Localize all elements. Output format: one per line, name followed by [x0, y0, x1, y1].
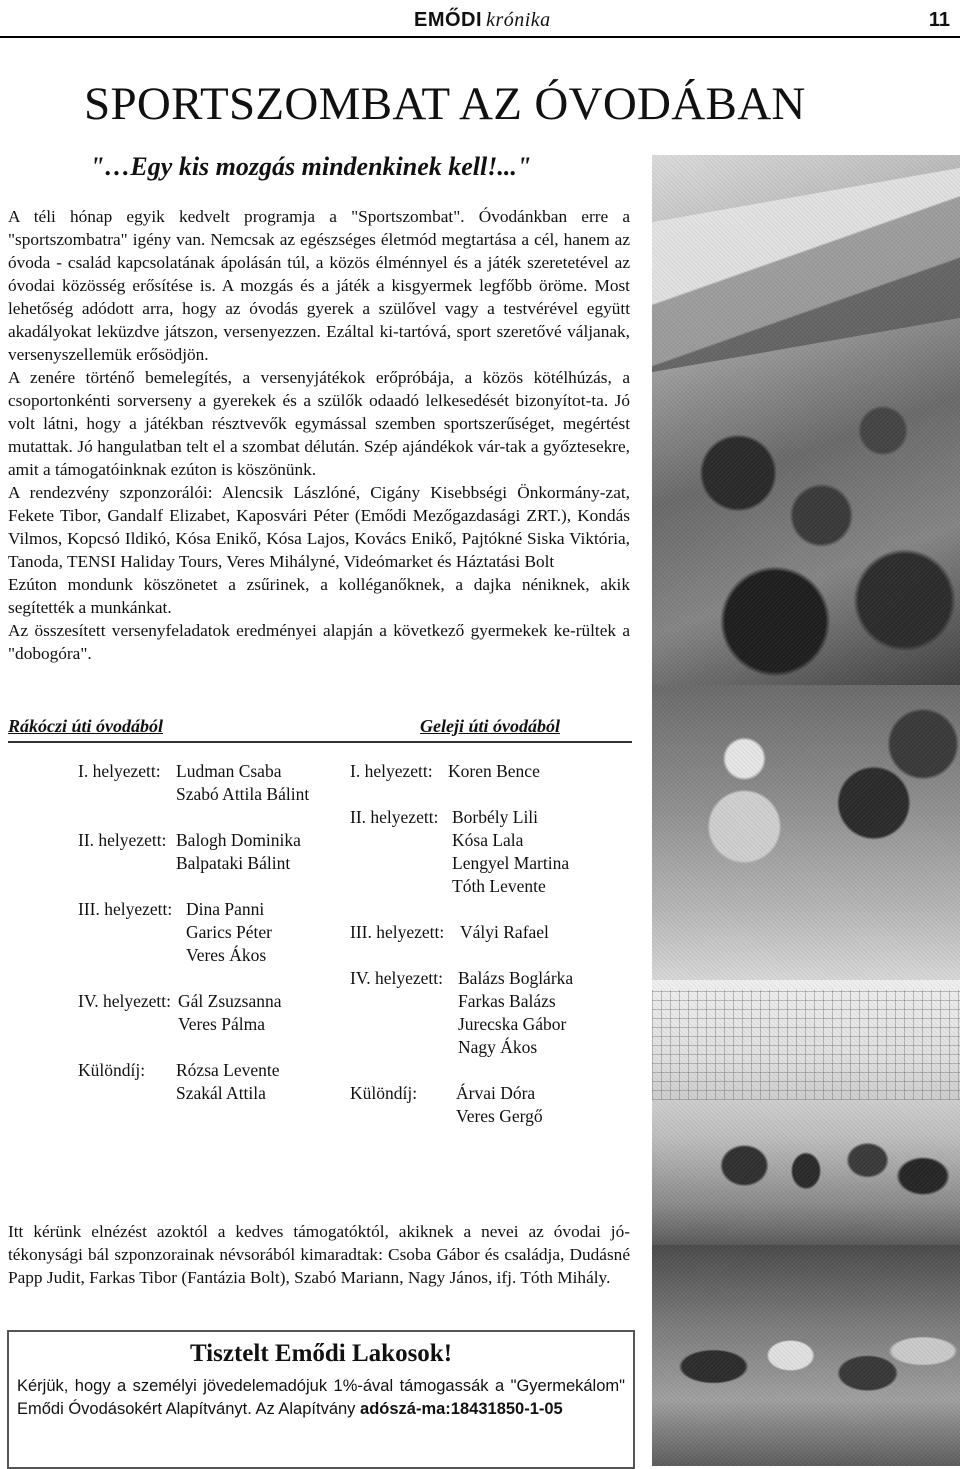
results-heading-right: Geleji úti óvodából [420, 716, 560, 736]
winner-name: Ludman Csaba [176, 761, 282, 781]
winner-name: Dina Panni [186, 899, 265, 919]
publication-name [414, 9, 551, 32]
winner-name: Nagy Ákos [458, 1037, 538, 1057]
place-label: IV. helyezett: [350, 968, 443, 988]
photo-grain [652, 1245, 960, 1466]
closing-paragraph: Itt kérünk elnézést azoktól a kedves támogatóktól, akiknek a nevei az óvodai jó-tékonysági bál szponzorainak névsorából kimaradtak: Csoba Gábor és családja, Dudásné Papp Judit, Farkas Tibor (Fantázia Bolt), Szabó Mariann, Nagy János, ifj. Tóth Mihály. [8, 1222, 630, 1287]
winner-name: Balogh Dominika [176, 830, 301, 850]
result-group [350, 1082, 573, 1128]
notice-title: Tisztelt Emődi Lakosok! [189, 1340, 453, 1367]
place-label: I. helyezett: [78, 761, 161, 781]
place-label: I. helyezett: [350, 761, 433, 781]
article-subtitle: "…Egy kis mozgás mindenkinek kell!..." [90, 152, 532, 181]
winner-name: Borbély Lili [452, 807, 539, 827]
brand-subtitle: krónika [486, 9, 551, 31]
result-group [78, 990, 309, 1036]
notice-box [7, 1330, 635, 1469]
photo-gym-mat [652, 155, 960, 685]
results-heading-left: Rákóczi úti óvodából [8, 716, 164, 736]
paragraph: A rendezvény szponzorálói: Alencsik Lászlóné, Cigány Kisebbségi Önkormány-zat, Fekete Tibor, Gandalf Elizabet, Kaposvári Péter (Emődi Mezőgazdasági ZRT.), Kondás Vilmos, Kopcsó Ildikó, Kósa Enikő, Kósa Lajos, Kovács Enikő, Pajtókné Siska Viktória, Tanoda, TENSI Haliday Tours, Veres Mihályné, Videómarket és Háztatási Bolt [8, 483, 630, 571]
winner-name: Lengyel Martina [452, 853, 570, 873]
place-label: IV. helyezett: [78, 991, 171, 1011]
photo-collage [652, 155, 960, 1466]
winner-name: Balázs Boglárka [458, 968, 574, 988]
result-group [78, 898, 309, 967]
paragraph: A zenére történő bemelegítés, a versenyjátékok erőpróbája, a közös kötélhúzás, a csoportonkénti sorverseny a gyerekek és a szülők odaadó lelkesedését bizonyítot-ta. Jó volt látni, hogy a játékban résztvevők egymással szemben sportszerűséget, megértést mutattak. Jó hangulatban telt el a szombat délután. Szép ajándékok vár-tak a győztesekre, amit a támogatóinknak ezúton is köszönünk. [8, 368, 630, 479]
winner-name: Veres Pálma [178, 1014, 265, 1034]
tax-number: adószá-ma:18431850-1-05 [360, 1400, 563, 1418]
results-list-right [350, 760, 573, 1151]
brand-name: EMŐDI [414, 9, 483, 31]
winner-name: Gál Zsuzsanna [178, 991, 282, 1011]
paragraph: A téli hónap egyik kedvelt programja a "Sportszombat". Óvodánkban erre a "sportszombatra" igény van. Nemcsak az egészséges életmód megtartása a cél, hanem az óvoda - család kapcsolatának ápolásán túl, a közös élménnyel és a játék szeretetével az óvodai közösség erősítése is. A mozgás és a játék a kisgyermek legfőbb öröme. Most lehetőség adódott arra, hogy az óvodás gyerek a szülővel vagy a testvérével együtt akadályokat leküzdve játszon, versenyezzen. Ezáltal ki-tartóvá, sport szeretővé váljanak, versenyszellemük erősödjön. [8, 207, 630, 364]
winner-name: Tóth Levente [452, 876, 546, 896]
winner-name: Garics Péter [186, 922, 273, 942]
paragraph: Ezúton mondunk köszönetet a zsűrinek, a kolléganőknek, a dajka néniknek, akik segítették a munkánkat. [8, 575, 630, 617]
result-group [350, 921, 573, 944]
result-group [350, 967, 573, 1059]
result-group [78, 760, 309, 806]
place-label: III. helyezett: [78, 899, 173, 919]
notice-text [17, 1375, 625, 1421]
photo-grain [652, 980, 960, 1245]
winner-name: Szabó Attila Bálint [176, 784, 310, 804]
results-list-left [78, 760, 309, 1128]
winner-name: Farkas Balázs [458, 991, 556, 1011]
page-header [0, 0, 960, 40]
winner-name: Koren Bence [448, 761, 540, 781]
results-divider [8, 741, 632, 743]
page-number: 11 [928, 9, 950, 31]
result-group [78, 829, 309, 875]
photo-child-medal [652, 685, 960, 980]
winner-name: Veres Ákos [186, 945, 267, 965]
photo-children-prizes [652, 1245, 960, 1466]
winner-name: Szakál Attila [176, 1083, 266, 1103]
article-title: SPORTSZOMBAT AZ ÓVODÁBAN [84, 78, 806, 130]
photo-grain [652, 155, 960, 685]
result-group [78, 1059, 309, 1105]
photo-gym-hall [652, 980, 960, 1245]
place-label: II. helyezett: [350, 807, 439, 827]
winner-name: Rózsa Levente [176, 1060, 280, 1080]
paragraph: Az összesített versenyfeladatok eredményei alapján a következő gyermekek ke-rültek a "dobogóra". [8, 621, 630, 663]
place-label: Különdíj: [350, 1083, 418, 1103]
winner-name: Vályi Rafael [460, 922, 549, 942]
result-group [350, 760, 573, 783]
result-group [350, 806, 573, 898]
photo-grain [652, 685, 960, 980]
winner-name: Kósa Lala [452, 830, 524, 850]
article-body [8, 205, 630, 665]
winner-name: Veres Gergő [456, 1106, 543, 1126]
winner-name: Jurecska Gábor [458, 1014, 567, 1034]
place-label: Különdíj: [78, 1060, 146, 1080]
header-rule [0, 36, 960, 38]
place-label: III. helyezett: [350, 922, 445, 942]
winner-name: Balpataki Bálint [176, 853, 291, 873]
notice-body: Kérjük, hogy a személyi jövedelemadójuk 1%-ával támogassák a "Gyermekálom" Emődi Óvodásokért Alapítványt. Az Alapítvány [17, 1377, 625, 1418]
winner-name: Árvai Dóra [456, 1083, 536, 1103]
place-label: II. helyezett: [78, 830, 167, 850]
